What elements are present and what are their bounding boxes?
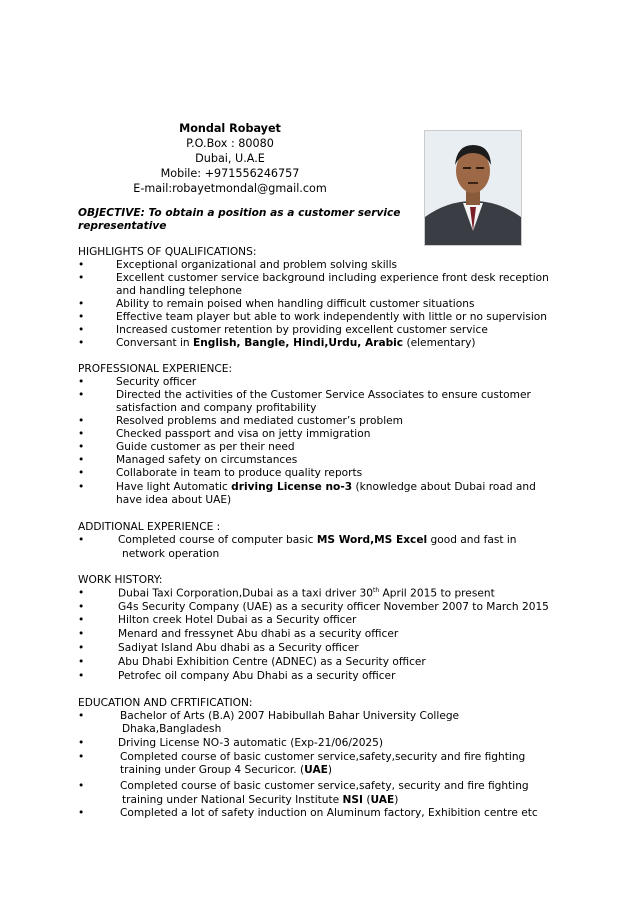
list-item: Guide customer as per their need [116, 441, 295, 453]
list-item-text: Conversant in [116, 337, 194, 349]
list-item: Effective team player but able to work independently with little or no supervision [116, 311, 547, 323]
bullet: • [78, 272, 85, 284]
bullet: • [78, 298, 85, 310]
bullet: • [78, 737, 85, 749]
list-item-continued: satisfaction and company profitability [116, 402, 317, 414]
list-item: Ability to remain poised when handling difficult customer situations [116, 298, 475, 310]
bullet: • [78, 670, 85, 682]
country: UAE [370, 794, 395, 806]
bullet: • [78, 337, 85, 349]
objective-line-2: representative [78, 220, 167, 232]
list-item-continued [120, 764, 332, 776]
list-item: Completed course of basic customer service,safety, security and fire fighting [120, 780, 529, 792]
bullet: • [78, 751, 85, 763]
list-item [118, 587, 495, 600]
bullet: • [78, 441, 85, 453]
list-item: Bachelor of Arts (B.A) 2007 Habibullah Bahar University College [120, 710, 460, 722]
bullet: • [78, 601, 85, 613]
list-item: Completed a lot of safety induction on Aluminum factory, Exhibition centre etc [120, 807, 538, 819]
license-text: driving License no-3 [231, 481, 353, 493]
bullet: • [78, 324, 85, 336]
bullet: • [78, 710, 85, 722]
list-item: Hilton creek Hotel Dubai as a Security officer [118, 614, 357, 626]
bullet: • [78, 481, 85, 493]
bullet: • [78, 467, 85, 479]
list-item-text: training under Group 4 Securicor. ( [120, 764, 305, 776]
list-item: Collaborate in team to produce quality reports [116, 467, 363, 479]
bullet: • [78, 780, 85, 792]
profile-photo [424, 130, 522, 246]
list-item-text: (elementary) [403, 337, 476, 349]
languages: English, Bangle, Hindi,Urdu, Arabic [193, 337, 404, 349]
list-item: Excellent customer service background including experience front desk reception [116, 272, 549, 284]
po-box: P.O.Box : 80080 [186, 137, 274, 150]
list-item-text: (knowledge about Dubai road and [352, 481, 536, 493]
list-item-text: Completed course of computer basic [118, 534, 317, 546]
list-item: Menard and fressynet Abu dhabi as a security officer [118, 628, 399, 640]
list-item [116, 481, 536, 493]
bullet: • [78, 259, 85, 271]
list-item [118, 534, 517, 546]
list-item-text: ( [362, 794, 371, 806]
list-item-text: ) [327, 764, 333, 776]
software-skills: MS Word,MS Excel [316, 534, 428, 546]
list-item-continued [122, 794, 398, 806]
country: UAE [304, 764, 328, 776]
list-item: Directed the activities of the Customer Service Associates to ensure customer [116, 389, 531, 401]
bullet: • [78, 807, 85, 819]
bullet: • [78, 656, 85, 668]
list-item-continued: have idea about UAE) [116, 494, 232, 506]
bullet: • [78, 614, 85, 626]
bullet: • [78, 311, 85, 323]
list-item: Increased customer retention by providing excellent customer service [116, 324, 488, 336]
bullet: • [78, 454, 85, 466]
list-item-text: Have light Automatic [116, 481, 232, 493]
list-item: Completed course of basic customer service,safety,security and fire fighting [120, 751, 526, 763]
list-item: G4s Security Company (UAE) as a security officer November 2007 to March 2015 [118, 601, 549, 613]
section-title-education: EDUCATION AND CFRTIFICATION: [78, 697, 253, 709]
bullet: • [78, 628, 85, 640]
section-title-additional: ADDITIONAL EXPERIENCE : [78, 521, 221, 533]
bullet: • [78, 415, 85, 427]
email: E-mail:robayetmondal@gmail.com [133, 182, 327, 195]
list-item-continued: network operation [122, 548, 220, 560]
list-item [116, 337, 476, 349]
bullet: • [78, 376, 85, 388]
list-item-text: Dubai Taxi Corporation,Dubai as a taxi driver 30 [118, 587, 374, 600]
section-title-highlights: HIGHLIGHTS OF QUALIFICATIONS: [78, 246, 257, 258]
institute-abbr: NSI [342, 794, 363, 806]
list-item: Checked passport and visa on jetty immigration [116, 428, 371, 440]
bullet: • [78, 534, 85, 546]
bullet: • [78, 389, 85, 401]
list-item: Petrofec oil company Abu Dhabi as a security officer [118, 670, 396, 682]
section-title-work: WORK HISTORY: [78, 574, 163, 586]
list-item-text: ) [394, 794, 399, 806]
city: Dubai, U.A.E [195, 152, 265, 165]
bullet: • [78, 587, 85, 599]
section-title-professional: PROFESSIONAL EXPERIENCE: [78, 363, 233, 375]
list-item: Exceptional organizational and problem solving skills [116, 259, 398, 271]
list-item-continued: Dhaka,Bangladesh [122, 723, 222, 735]
list-item-text: April 2015 to present [379, 587, 495, 600]
list-item: Driving License NO-3 automatic (Exp-21/06/2025) [118, 737, 384, 749]
list-item: Abu Dhabi Exhibition Centre (ADNEC) as a Security officer [118, 656, 426, 668]
list-item: Sadiyat Island Abu dhabi as a Security officer [118, 642, 359, 654]
list-item-text: good and fast in [427, 534, 517, 546]
list-item: Security officer [116, 376, 197, 388]
list-item: Resolved problems and mediated customer’s problem [116, 415, 403, 427]
list-item: Managed safety on circumstances [116, 454, 298, 466]
mobile: Mobile: +971556246757 [160, 167, 300, 180]
candidate-name: Mondal Robayet [179, 122, 281, 135]
objective-line-1: OBJECTIVE: To obtain a position as a customer service [78, 207, 401, 219]
bullet: • [78, 642, 85, 654]
bullet: • [78, 428, 85, 440]
ordinal-suffix: th [373, 587, 380, 594]
list-item-continued: and handling telephone [116, 285, 242, 297]
list-item-text: training under National Security Institute [122, 794, 343, 806]
